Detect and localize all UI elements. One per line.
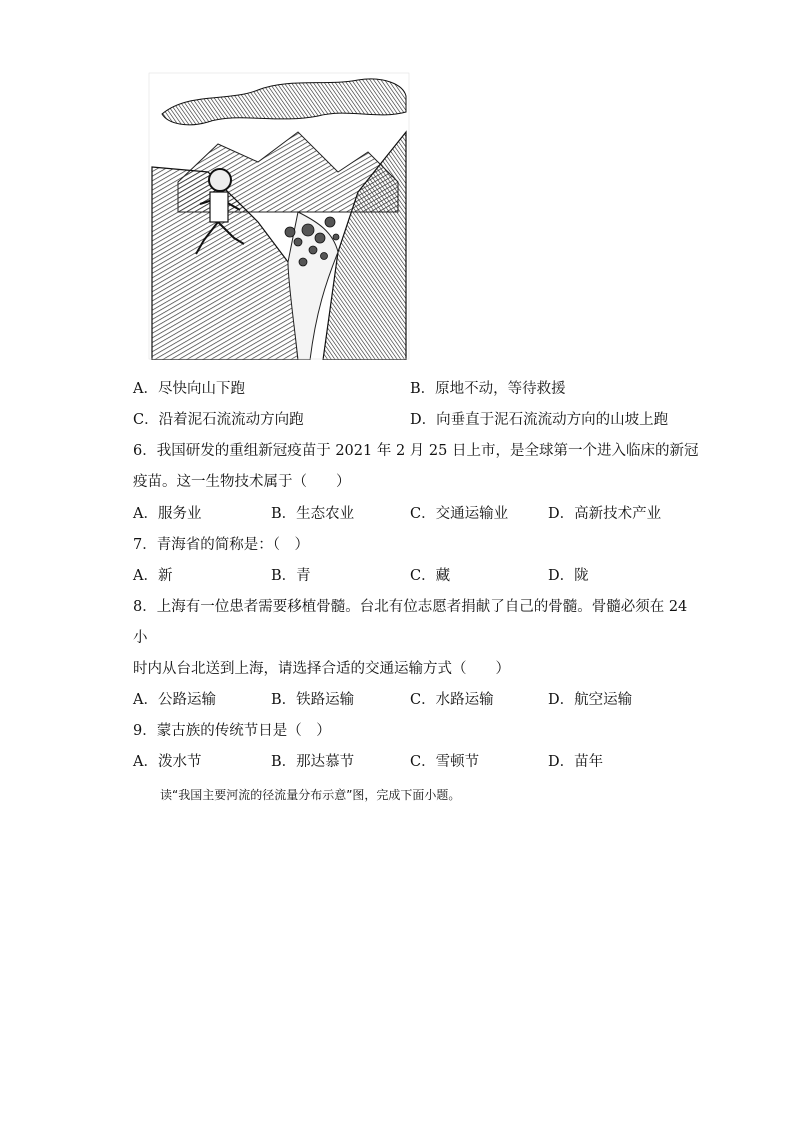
q8-option-a: A．公路运输 bbox=[133, 692, 216, 708]
q8-option-d: D．航空运输 bbox=[548, 692, 633, 708]
reading-instruction: 读“我国主要河流的径流量分布示意”图，完成下面小题。 bbox=[160, 788, 461, 802]
debris-flow-illustration bbox=[148, 72, 410, 360]
q5-option-b: B．原地不动，等待救援 bbox=[410, 381, 566, 397]
q6-option-d: D．高新技术产业 bbox=[548, 506, 662, 522]
q7-option-d: D．陇 bbox=[548, 568, 589, 584]
q9-option-b: B．那达慕节 bbox=[271, 754, 355, 770]
q6-option-c: C．交通运输业 bbox=[410, 506, 509, 522]
q6-option-b: B．生态农业 bbox=[271, 506, 355, 522]
q9-stem: 9．蒙古族的传统节日是（ ） bbox=[133, 723, 331, 739]
q9-option-c: C．雪顿节 bbox=[410, 754, 480, 770]
q7-option-a: A．新 bbox=[133, 568, 173, 584]
q6-stem-line1: 6．我国研发的重组新冠疫苗于 2021 年 2 月 25 日上市，是全球第一个进入临床的新冠 bbox=[133, 443, 699, 459]
q9-option-a: A．泼水节 bbox=[133, 754, 202, 770]
q8-stem-line3: 时内从台北送到上海，请选择合适的交通运输方式（ ） bbox=[133, 661, 510, 677]
q5-option-a: A．尽快向山下跑 bbox=[133, 381, 245, 397]
q6-option-a: A．服务业 bbox=[133, 506, 202, 522]
q9-option-d: D．苗年 bbox=[548, 754, 604, 770]
q5-option-d: D．向垂直于泥石流流动方向的山坡上跑 bbox=[410, 412, 669, 428]
q8-stem-line1: 8．上海有一位患者需要移植骨髓。台北有位志愿者捐献了自己的骨髓。骨髓必须在 24 bbox=[133, 599, 688, 615]
q7-stem: 7．青海省的简称是：（ ） bbox=[133, 537, 309, 553]
q8-option-b: B．铁路运输 bbox=[271, 692, 355, 708]
q7-option-b: B．青 bbox=[271, 568, 311, 584]
q8-option-c: C．水路运输 bbox=[410, 692, 494, 708]
q7-option-c: C．藏 bbox=[410, 568, 451, 584]
q5-option-c: C．沿着泥石流流动方向跑 bbox=[133, 412, 304, 428]
q6-stem-line2: 疫苗。这一生物技术属于（ ） bbox=[133, 474, 351, 490]
q8-stem-line2: 小 bbox=[133, 630, 148, 646]
